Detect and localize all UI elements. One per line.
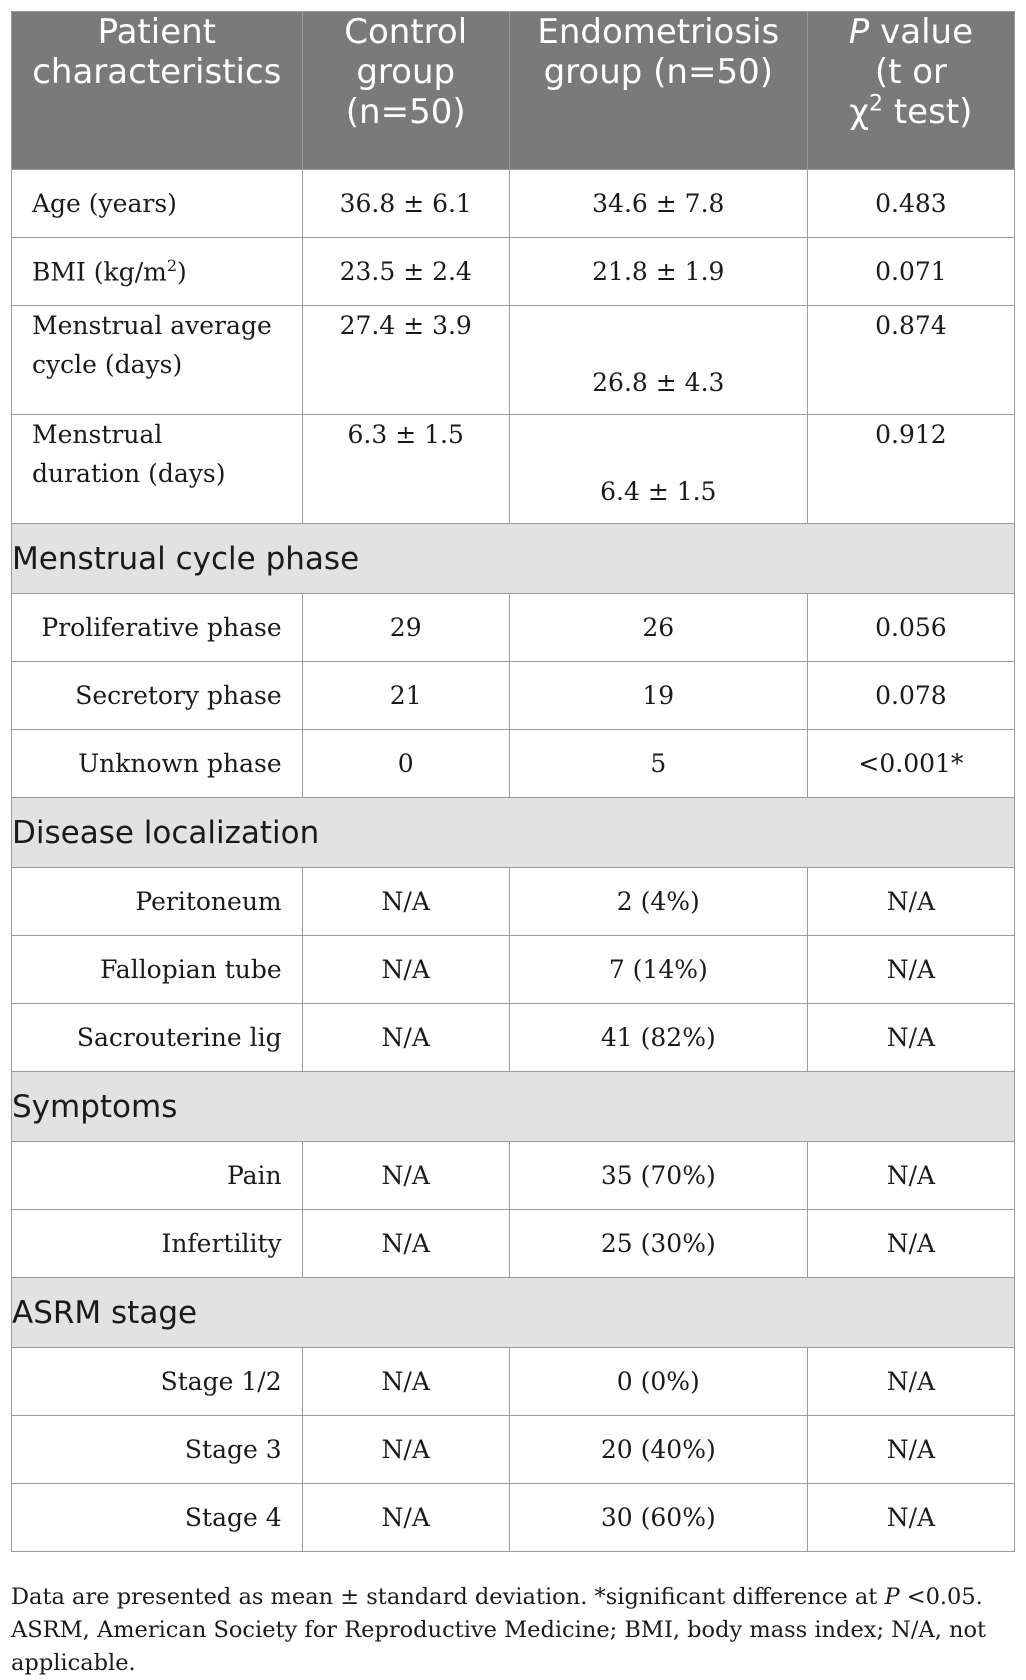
table-row xyxy=(12,1484,1015,1552)
group-header-symptoms xyxy=(12,1072,1015,1142)
table-row xyxy=(12,936,1015,1004)
endometriosis-value: 34.6 ± 7.8 xyxy=(509,170,807,238)
group-title: Menstrual cycle phase xyxy=(12,524,1015,594)
endometriosis-value: 0 (0%) xyxy=(509,1348,807,1416)
table-row xyxy=(12,1416,1015,1484)
row-label: Age (years) xyxy=(12,170,303,238)
p-value: N/A xyxy=(807,1484,1014,1552)
endometriosis-value: 25 (30%) xyxy=(509,1210,807,1278)
row-label: Fallopian tube xyxy=(12,936,303,1004)
control-value: N/A xyxy=(302,1210,509,1278)
control-value: 6.3 ± 1.5 xyxy=(302,415,509,524)
p-value: N/A xyxy=(807,1210,1014,1278)
p-value: 0.071 xyxy=(807,238,1014,306)
header-patient-characteristics: Patient characteristics xyxy=(12,12,303,170)
endometriosis-value: 41 (82%) xyxy=(509,1004,807,1072)
control-value: 36.8 ± 6.1 xyxy=(302,170,509,238)
row-label: Stage 4 xyxy=(12,1484,303,1552)
row-label: Menstrual duration (days) xyxy=(12,415,303,524)
characteristics-table-container xyxy=(11,11,1015,1552)
endometriosis-value: 2 (4%) xyxy=(509,868,807,936)
table-row xyxy=(12,1348,1015,1416)
table-row xyxy=(12,594,1015,662)
row-label: Unknown phase xyxy=(12,730,303,798)
patient-characteristics-table xyxy=(11,11,1015,1552)
p-value: N/A xyxy=(807,1004,1014,1072)
table-row-age xyxy=(12,170,1015,238)
endometriosis-value: 35 (70%) xyxy=(509,1142,807,1210)
group-header-asrm-stage xyxy=(12,1278,1015,1348)
p-value: N/A xyxy=(807,1142,1014,1210)
control-value: 23.5 ± 2.4 xyxy=(302,238,509,306)
table-row xyxy=(12,1142,1015,1210)
row-label: Peritoneum xyxy=(12,868,303,936)
p-value: N/A xyxy=(807,1348,1014,1416)
row-label: Sacrouterine lig xyxy=(12,1004,303,1072)
group-header-menstrual-phase xyxy=(12,524,1015,594)
table-row xyxy=(12,662,1015,730)
p-value: N/A xyxy=(807,1416,1014,1484)
table-row xyxy=(12,1004,1015,1072)
table-row-cycle xyxy=(12,306,1015,415)
table-row xyxy=(12,868,1015,936)
endometriosis-value: 7 (14%) xyxy=(509,936,807,1004)
endometriosis-value: 26 xyxy=(509,594,807,662)
endometriosis-value: 5 xyxy=(509,730,807,798)
endometriosis-value: 26.8 ± 4.3 xyxy=(509,306,807,415)
control-value: N/A xyxy=(302,1416,509,1484)
p-value: 0.078 xyxy=(807,662,1014,730)
p-value: N/A xyxy=(807,868,1014,936)
header-p-value: P value (t or $\chi^2$ test) xyxy=(807,12,1014,170)
table-footnote: Data are presented as mean ± standard deviation. *significant difference at P <0.05. ASRM, American Society for Reproductive Medicine; BMI, body mass index; N/A, not applicable. xyxy=(11,1584,987,1676)
endometriosis-value: 30 (60%) xyxy=(509,1484,807,1552)
group-title: ASRM stage xyxy=(12,1278,1015,1348)
control-value: N/A xyxy=(302,1004,509,1072)
table-row xyxy=(12,1210,1015,1278)
endometriosis-value: 21.8 ± 1.9 xyxy=(509,238,807,306)
control-value: 29 xyxy=(302,594,509,662)
group-title: Symptoms xyxy=(12,1072,1015,1142)
row-label: Proliferative phase xyxy=(12,594,303,662)
p-value: 0.056 xyxy=(807,594,1014,662)
row-label: Infertility xyxy=(12,1210,303,1278)
control-value: 27.4 ± 3.9 xyxy=(302,306,509,415)
endometriosis-value: 6.4 ± 1.5 xyxy=(509,415,807,524)
p-value: <0.001* xyxy=(807,730,1014,798)
table-row xyxy=(12,730,1015,798)
header-control-group: Control group (n=50) xyxy=(302,12,509,170)
p-value: 0.912 xyxy=(807,415,1014,524)
control-value: N/A xyxy=(302,1484,509,1552)
row-label: BMI $(kg/m^2)$ xyxy=(12,238,303,306)
p-value: N/A xyxy=(807,936,1014,1004)
control-value: 0 xyxy=(302,730,509,798)
row-label: Menstrual average cycle (days) xyxy=(12,306,303,415)
row-label: Stage 3 xyxy=(12,1416,303,1484)
row-label: Pain xyxy=(12,1142,303,1210)
group-title: Disease localization xyxy=(12,798,1015,868)
control-value: N/A xyxy=(302,936,509,1004)
p-value: 0.483 xyxy=(807,170,1014,238)
p-value: 0.874 xyxy=(807,306,1014,415)
table-row-bmi xyxy=(12,238,1015,306)
control-value: N/A xyxy=(302,868,509,936)
control-value: 21 xyxy=(302,662,509,730)
endometriosis-value: 19 xyxy=(509,662,807,730)
row-label: Stage 1/2 xyxy=(12,1348,303,1416)
endometriosis-value: 20 (40%) xyxy=(509,1416,807,1484)
header-endometriosis-group: Endometriosis group (n=50) xyxy=(509,12,807,170)
control-value: N/A xyxy=(302,1348,509,1416)
row-label: Secretory phase xyxy=(12,662,303,730)
group-header-disease-localization xyxy=(12,798,1015,868)
table-header-row xyxy=(12,12,1015,170)
table-row-duration xyxy=(12,415,1015,524)
control-value: N/A xyxy=(302,1142,509,1210)
